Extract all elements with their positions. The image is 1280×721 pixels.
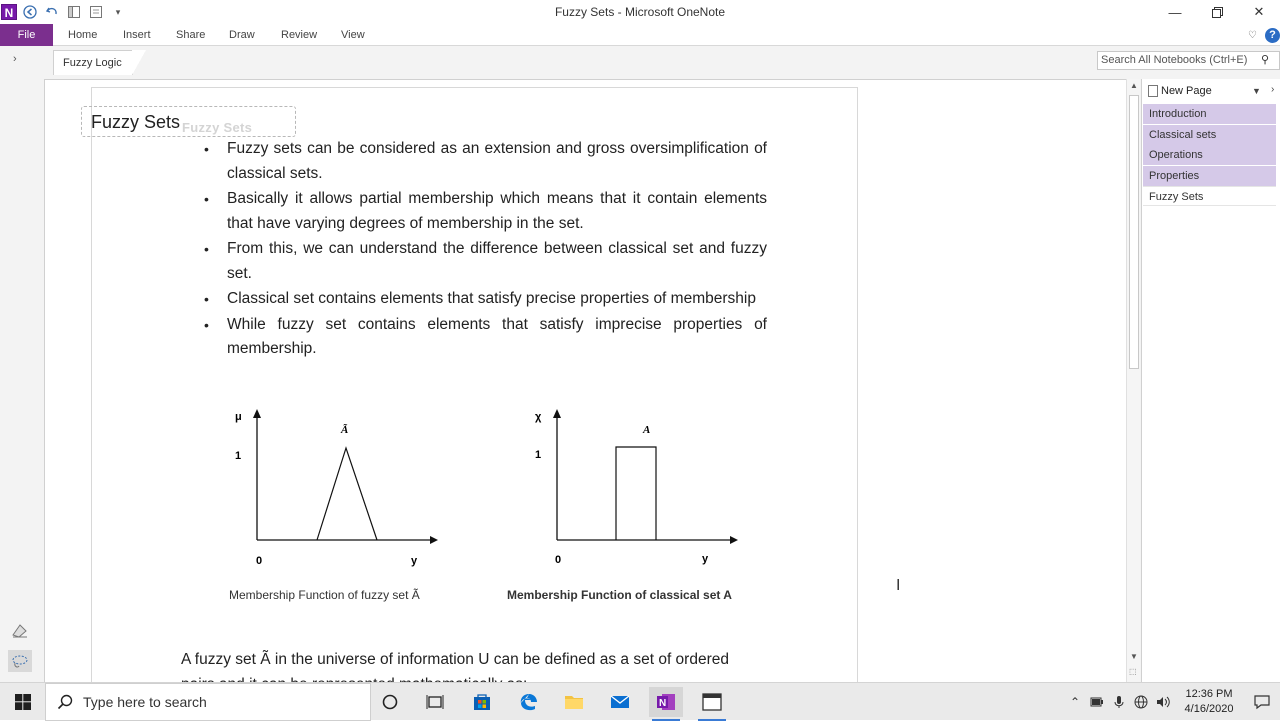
file-explorer-icon[interactable] [557,687,591,717]
search-placeholder: Search All Notebooks (Ctrl+E) [1101,54,1248,66]
fuzzy-membership-plot [235,409,438,567]
store-icon[interactable] [465,687,499,717]
ribbon-right-controls [1248,24,1280,46]
undo-icon[interactable] [43,3,61,21]
zero-tick-label: 0 [555,554,562,566]
membership-diagrams[interactable] [225,405,765,600]
peak-label: A [643,424,651,436]
classical-diagram-caption: Membership Function of classical set A [507,588,732,602]
start-button[interactable] [0,683,45,721]
bullet-icon: • [204,141,209,157]
page-title-ghost: Fuzzy Sets [182,120,253,135]
system-tray [1064,683,1280,721]
edge-icon[interactable] [512,687,546,717]
tab-file[interactable]: File [0,24,53,46]
bullet-text: From this, we can understand the difference between classical set and fuzzy set. [227,240,767,282]
page-item-label: Classical sets [1149,129,1217,141]
page-item-label: Introduction [1149,108,1207,120]
page-item-classical-sets[interactable] [1143,125,1276,145]
list-item[interactable] [204,137,767,186]
lasso-select-icon[interactable] [8,650,32,672]
task-view-icon[interactable] [418,687,452,717]
close-icon[interactable]: ✕ [1253,4,1265,19]
customize-toolbar-icon[interactable]: ▾ [115,6,121,17]
one-tick-label: 1 [535,449,542,461]
windows-taskbar [0,682,1280,720]
action-center-icon[interactable] [1244,683,1280,721]
bullet-list[interactable] [204,137,767,363]
quick-access-toolbar [0,0,127,24]
one-tick-label: 1 [235,450,242,462]
network-globe-icon[interactable] [1130,692,1152,712]
rectangle-membership-line [616,447,656,540]
list-item[interactable] [204,237,767,286]
scroll-up-icon[interactable]: ▲ [1130,81,1138,90]
x-axis-arrow [430,536,438,544]
scroll-down-icon[interactable]: ▼ [1130,652,1138,661]
scroll-thumb[interactable] [1129,95,1139,369]
minimize-icon[interactable]: — [1168,4,1182,20]
expand-notebooks-icon[interactable]: › [13,53,17,65]
onenote-taskbar-icon[interactable] [649,687,683,717]
battery-icon[interactable] [1086,692,1108,712]
page-item-introduction[interactable] [1143,104,1276,124]
list-item[interactable] [204,287,767,312]
triangle-membership-line [317,448,377,540]
taskbar-search-placeholder: Type here to search [83,694,207,710]
zero-tick-label: 0 [256,555,263,567]
page-canvas[interactable] [44,79,1128,682]
clock-time: 12:36 PM [1185,688,1233,700]
ink-tools-icon[interactable] [8,619,32,641]
x-axis-label: y [411,555,418,567]
title-bar [0,0,1280,24]
onenote-logo-icon: N [1,4,17,20]
search-icon [57,694,73,710]
peak-label: Ã [341,424,349,436]
search-notebooks-input[interactable] [1097,51,1280,70]
bullet-text: Classical set contains elements that satisfy precise properties of membership [227,290,756,307]
text-cursor-icon: I [896,577,901,594]
list-item[interactable] [204,313,767,362]
back-icon[interactable] [21,3,39,21]
page-item-label: Operations [1149,149,1203,161]
ribbon-tabs [0,24,1280,46]
y-axis-arrow [553,409,561,418]
help-icon[interactable]: ? [1265,28,1280,43]
microphone-icon[interactable] [1108,692,1130,712]
tab-share[interactable]: Share [176,29,206,41]
window-title: Fuzzy Sets - Microsoft OneNote [554,5,726,19]
new-page-icon [1148,85,1158,97]
tab-home[interactable]: Home [68,29,98,41]
y-axis-label: χ [535,411,542,423]
y-axis-arrow [253,409,261,418]
svg-text:N: N [659,698,667,709]
collapse-pane-icon[interactable]: › [1271,84,1275,95]
definition-paragraph[interactable]: A fuzzy set Ã in the universe of information U can be defined as a set of ordered [181,651,729,668]
window-controls [1154,0,1280,24]
mail-icon[interactable] [603,687,637,717]
page-item-properties[interactable] [1143,166,1276,186]
page-title[interactable]: Fuzzy Sets [91,112,181,132]
tab-insert[interactable]: Insert [123,29,151,41]
bullet-text: Fuzzy sets can be considered as an extension and gross oversimplification of classical sets. [227,140,767,182]
y-axis-label: μ [235,411,242,423]
dock-to-desktop-icon[interactable] [65,3,83,21]
page-item-label: Fuzzy Sets [1149,191,1204,203]
classical-membership-plot [535,409,738,566]
section-tab-fuzzy-logic[interactable]: Fuzzy Logic [53,50,133,75]
tab-review[interactable]: Review [281,29,318,41]
bullet-icon: • [204,316,209,333]
x-axis-label: y [702,553,709,565]
windows-logo-icon [15,694,31,710]
section-tab-corner [132,50,146,75]
search-icon[interactable]: ⚲ [1260,54,1269,66]
fuzzy-diagram-caption: Membership Function of fuzzy set Ã [229,588,420,602]
clock-date: 4/16/2020 [1184,703,1234,715]
show-hidden-icons-icon[interactable]: ⌃ [1069,695,1081,709]
taskbar-search-input[interactable] [45,683,371,721]
tab-view[interactable]: View [341,29,365,41]
restore-icon[interactable] [1196,0,1238,24]
new-page-label: New Page [1161,85,1212,97]
new-page-button[interactable] [1148,82,1212,100]
bullet-icon: • [204,241,209,257]
bullet-icon: • [204,291,209,307]
tab-draw[interactable]: Draw [229,29,255,41]
system-clock[interactable] [1174,687,1244,717]
bullet-text: Basically it allows partial membership which means that it contain elements that have varying degrees of membership in the set. [227,190,767,232]
page-item-label: Properties [1149,170,1200,182]
notebook-bar [0,47,1280,75]
bullet-icon: • [204,191,209,207]
volume-icon[interactable] [1152,692,1174,712]
full-page-view-icon[interactable] [87,3,105,21]
expand-ribbon-icon[interactable]: ♡ [1248,29,1257,41]
page-scrollbar[interactable] [1126,79,1140,682]
resize-corner-icon: ⬚ [1129,667,1137,676]
page-item-operations[interactable] [1143,145,1276,165]
x-axis-arrow [730,536,738,544]
new-page-dropdown-icon[interactable]: ▼ [1252,86,1261,96]
page-item-fuzzy-sets[interactable] [1143,186,1276,206]
cortana-icon[interactable] [373,687,407,717]
pages-pane [1141,79,1280,682]
list-item[interactable] [204,187,767,236]
left-rail [0,75,44,682]
bullet-text: While fuzzy set contains elements that satisfy imprecise properties of membership. [227,315,767,357]
window-app-taskbar-icon[interactable] [695,687,729,717]
